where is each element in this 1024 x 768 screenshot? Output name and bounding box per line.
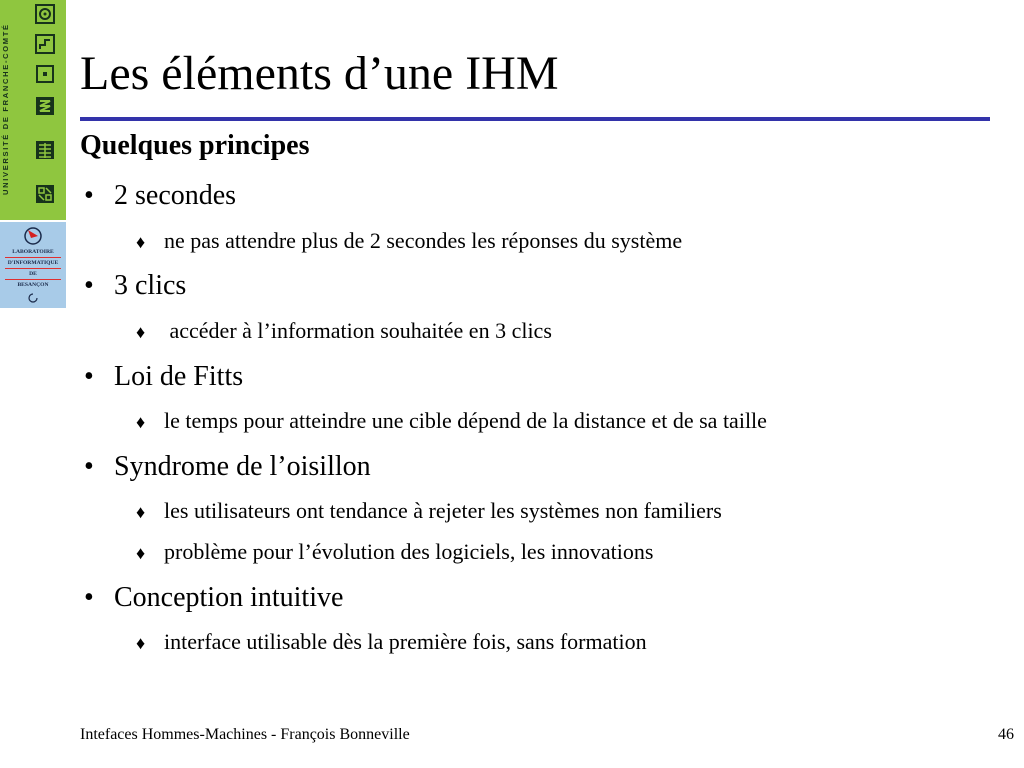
diamond-bullet-icon: ♦ [136,543,146,563]
footer-course-author: Intefaces Hommes-Machines - François Bonneville [80,726,410,743]
lab-divider [5,279,61,280]
sub-bullet-item [136,317,552,346]
square-dot-glyph-icon [35,64,55,84]
sub-bullet-text: accéder à l’information souhaitée en 3 clics [164,318,552,343]
sub-bullet-item [136,407,767,436]
bullet-item [80,450,371,484]
sub-bullet-item [136,227,682,256]
bullet-item [80,179,236,213]
sub-bullet-item [136,497,722,526]
university-logo [0,0,66,220]
diamond-bullet-icon: ♦ [136,232,146,252]
zigzag-glyph-icon [35,96,55,116]
lab-divider [5,268,61,269]
bullet-icon: • [84,180,94,211]
lab-line-4: BESANÇON [17,282,49,288]
bullet-label: 2 secondes [114,180,237,211]
bullet-label: Syndrome de l’oisillon [114,451,371,482]
title-divider [80,117,990,121]
lab-divider [5,257,61,258]
diamond-bullet-icon: ♦ [136,322,146,342]
sub-bullet-text: le temps pour atteindre une cible dépend de la distance et de sa taille [164,408,767,433]
lab-logo [0,222,66,308]
diamond-bullet-icon: ♦ [136,412,146,432]
sub-bullet-item [136,538,653,567]
logo-glyphs [28,0,64,220]
sub-bullet-text: ne pas attendre plus de 2 secondes les réponses du système [164,228,683,253]
bullet-icon: • [84,582,94,613]
bullet-item [80,269,186,303]
lab-line-1: LABORATOIRE [12,249,54,255]
bullet-icon: • [84,361,94,392]
bullet-label: Conception intuitive [114,582,344,613]
sub-bullet-text: les utilisateurs ont tendance à rejeter les systèmes non familiers [164,498,722,523]
lab-line-2: D'INFORMATIQUE [7,260,59,266]
university-name: UNIVERSITÉ DE FRANCHE-COMTÉ [1,23,10,195]
bullet-item [80,360,243,394]
lab-emblem-icon [22,226,44,246]
bullet-icon: • [84,451,94,482]
bullet-label: 3 clics [114,270,187,301]
lab-swirl-icon [27,292,39,304]
lab-line-3: DE [29,271,37,277]
grid-glyph-icon [35,140,55,160]
pattern-glyph-icon [35,184,55,204]
slide-title: Les éléments d’une IHM [80,47,559,100]
spiral-glyph-icon [35,4,55,24]
step-glyph-icon [35,34,55,54]
section-heading: Quelques principes [80,130,310,161]
sub-bullet-text: interface utilisable dès la première fois, sans formation [164,629,647,654]
lab-name [3,248,63,326]
diamond-bullet-icon: ♦ [136,502,146,522]
bullet-item [80,581,343,615]
page-number: 46 [998,726,1014,743]
bullet-label: Loi de Fitts [114,361,244,392]
bullet-icon: • [84,270,94,301]
sub-bullet-text: problème pour l’évolution des logiciels, les innovations [164,539,654,564]
diamond-bullet-icon: ♦ [136,633,146,653]
sub-bullet-item [136,628,647,657]
